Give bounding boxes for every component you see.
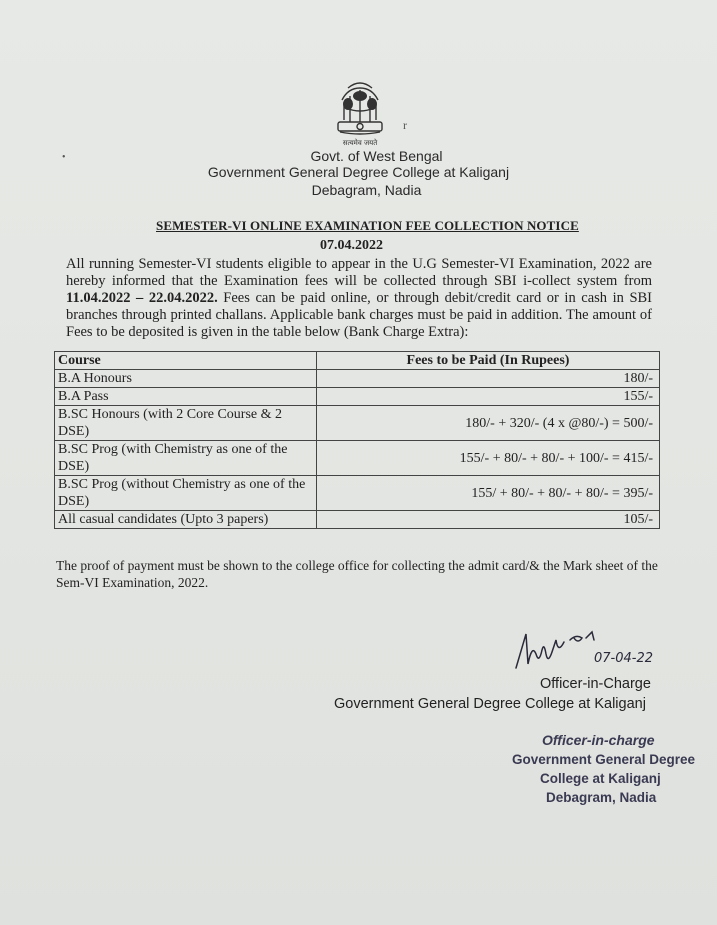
table-row	[55, 370, 660, 388]
signature-date: 07-04-22	[594, 651, 654, 666]
course-cell: All casual candidates (Upto 3 papers)	[55, 511, 317, 529]
table-row	[55, 406, 660, 441]
table-row	[55, 441, 660, 476]
payment-proof-note: The proof of payment must be shown to the college office for collecting the admit card/& the Mark sheet of the Sem-VI Examination, 2022.	[56, 558, 658, 590]
table-row	[55, 511, 660, 529]
header-place: Debagram, Nadia	[311, 182, 422, 198]
course-cell: B.A Pass	[55, 388, 317, 406]
fee-cell: 155/-	[317, 388, 660, 406]
header-college-name: Government General Degree College at Kaliganj	[207, 164, 510, 180]
officer-college: Government General Degree College at Kaliganj	[334, 696, 646, 712]
stamp-line: Officer-in-charge	[542, 732, 655, 748]
notice-body	[66, 256, 652, 341]
fee-cell: 155/ + 80/- + 80/- + 80/- = 395/-	[317, 476, 660, 511]
fee-cell: 155/- + 80/- + 80/- + 100/- = 415/-	[317, 441, 660, 476]
state-emblem-icon	[328, 78, 392, 148]
fee-cell: 105/-	[317, 511, 660, 529]
emblem-caption: सत्यमेव जयते	[342, 139, 378, 147]
fee-table	[54, 351, 660, 529]
stray-mark: r	[403, 118, 407, 132]
course-cell: B.SC Honours (with 2 Core Course & 2 DSE)	[55, 406, 317, 441]
officer-title: Officer-in-Charge	[540, 676, 651, 692]
notice-date: 07.04.2022	[320, 238, 383, 253]
fee-cell: 180/-	[317, 370, 660, 388]
stamp-line: College at Kaliganj	[540, 771, 661, 786]
column-header-fees: Fees to be Paid (In Rupees)	[317, 352, 660, 370]
stamp-line: Government General Degree	[512, 752, 696, 767]
stamp-line: Debagram, Nadia	[546, 790, 657, 805]
course-cell: B.A Honours	[55, 370, 317, 388]
table-row	[55, 476, 660, 511]
payment-period: 11.04.2022 – 22.04.2022.	[66, 290, 218, 306]
column-header-course: Course	[55, 352, 317, 370]
course-cell: B.SC Prog (without Chemistry as one of the DSE)	[55, 476, 317, 511]
table-row	[55, 388, 660, 406]
notice-title: SEMESTER-VI ONLINE EXAMINATION FEE COLLECTION NOTICE	[156, 218, 579, 233]
notice-body-text-cont: Fees can be paid online, or through debit/credit card or in cash in SBI branches through printed challans. Applicable bank charges must be paid in addition. The amount of Fees to be deposited is given in the table below (Bank Charge Extra):	[66, 290, 653, 340]
notice-body-text: All running Semester-VI students eligible to appear in the U.G Semester-VI Examination, 2022 are hereby informed that the Examination fees will be collected through SBI i-collect system from	[66, 256, 652, 289]
stray-mark: •	[62, 152, 66, 163]
header-government: Govt. of West Bengal	[310, 148, 443, 164]
table-header-row	[55, 352, 660, 370]
fee-cell: 180/- + 320/- (4 x @80/-) = 500/-	[317, 406, 660, 441]
handwritten-signature	[512, 618, 682, 678]
course-cell: B.SC Prog (with Chemistry as one of the DSE)	[55, 441, 317, 476]
